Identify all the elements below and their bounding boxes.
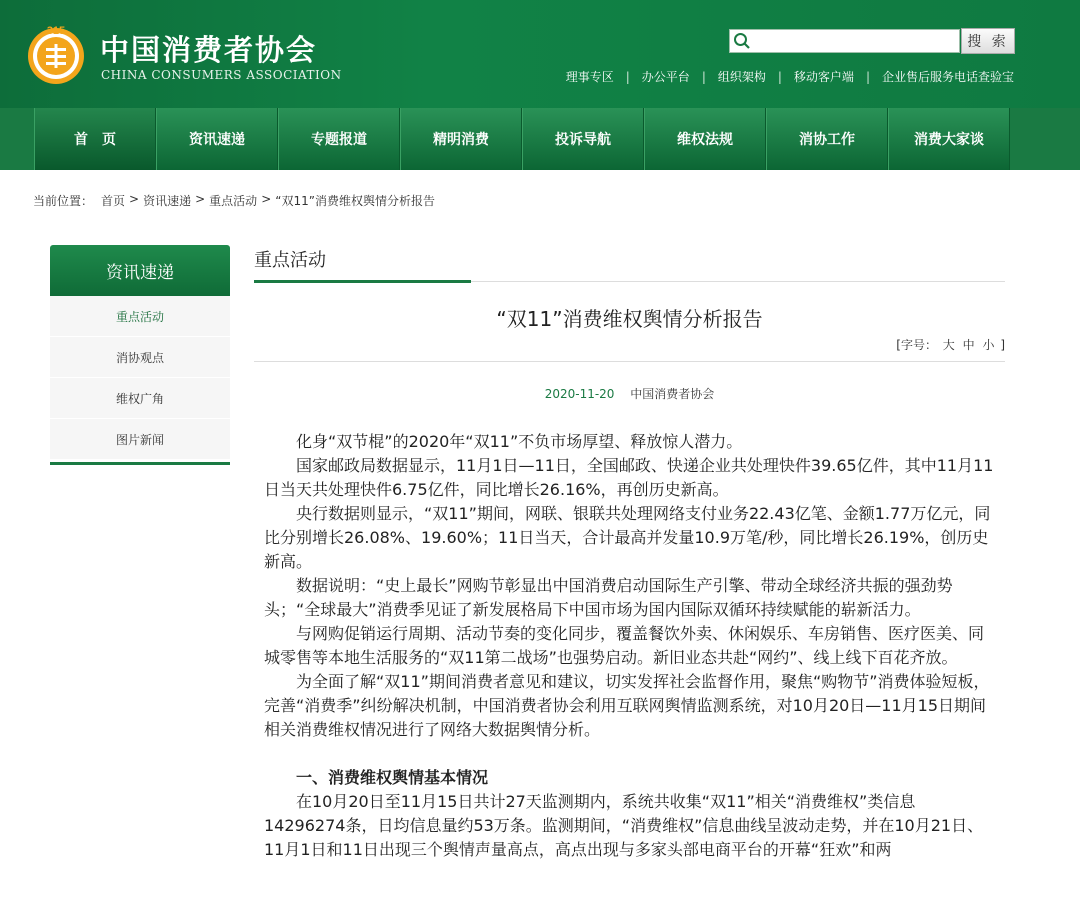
sidebar-item-association-views[interactable]: 消协观点	[50, 337, 230, 378]
nav-item-association-work[interactable]: 消协工作	[766, 108, 888, 170]
article-source: 中国消费者协会	[630, 387, 715, 401]
article-paragraph: 为全面了解“双11”期间消费者意见和建议，切实发挥社会监督作用，聚焦“购物节”消费体验短板，完善“消费季”纠纷解决机制，中国消费者协会利用互联网舆情监测系统，对10月20日—11月15日期间相关消费维权情况进行了网络大数据舆情分析。	[264, 672, 990, 739]
top-link-separator: |	[625, 69, 630, 84]
nav-item-rights-laws[interactable]: 维权法规	[644, 108, 766, 170]
nav-item-smart-consumption[interactable]: 精明消费	[400, 108, 522, 170]
sidebar	[50, 245, 230, 465]
breadcrumb-separator: >	[129, 192, 140, 206]
sidebar-bottom-rule	[50, 462, 230, 465]
font-size-close: ]	[1000, 338, 1005, 352]
top-link-council[interactable]: 理事专区	[565, 70, 614, 84]
search-input[interactable]	[754, 30, 954, 52]
breadcrumb-home[interactable]: 首页	[101, 194, 126, 208]
nav-item-news[interactable]: 资讯速递	[156, 108, 278, 170]
breadcrumb-key-activities[interactable]: 重点活动	[209, 194, 258, 208]
breadcrumb	[33, 192, 435, 209]
article-paragraph: 央行数据则显示，“双11”期间，网联、银联共处理网络支付业务22.43亿笔、金额1.77万亿元，同比分别增长26.08%、19.60%；11日当天，合计最高并发量10.9万笔/秒，同比增长26.19%，创历史新高。	[264, 504, 991, 571]
sidebar-item-key-activities[interactable]: 重点活动	[50, 296, 230, 337]
meta-divider	[254, 361, 1005, 362]
site-header	[0, 0, 1080, 108]
article-date: 2020-11-20	[544, 387, 615, 401]
site-name-english: CHINA CONSUMERS ASSOCIATION	[101, 68, 342, 82]
nav-item-complaint-guide[interactable]: 投诉导航	[522, 108, 644, 170]
sidebar-item-photo-news[interactable]: 图片新闻	[50, 419, 230, 460]
article-paragraph: 化身“双节棍”的2020年“双11”不负市场厚望、释放惊人潜力。	[296, 432, 743, 451]
cca-315-logo-icon[interactable]	[24, 22, 88, 86]
logo-text: 315	[46, 25, 66, 37]
font-size-small[interactable]: 小	[982, 338, 995, 352]
top-link-separator: |	[777, 69, 782, 84]
nav-item-special-reports[interactable]: 专题报道	[278, 108, 400, 170]
top-link-separator: |	[701, 69, 706, 84]
top-link-hotline-check[interactable]: 企业售后服务电话查验宝	[881, 70, 1014, 84]
site-name[interactable]: 中国消费者协会	[100, 33, 318, 67]
top-link-separator: |	[865, 69, 870, 84]
section-divider-accent	[254, 280, 471, 283]
article-paragraph: 数据说明：“史上最长”网购节彰显出中国消费启动国际生产引擎、带动全球经济共振的强劲势头；“全球最大”消费季见证了新发展格局下中国市场为国内国际双循环持续赋能的崭新活力。	[264, 576, 953, 619]
section-heading: 重点活动	[254, 250, 326, 271]
top-link-organization[interactable]: 组织架构	[717, 70, 766, 84]
breadcrumb-prefix: 当前位置：	[33, 194, 94, 208]
breadcrumb-separator: >	[261, 192, 272, 206]
sidebar-item-rights-perspective[interactable]: 维权广角	[50, 378, 230, 419]
article-title: “双11”消费维权舆情分析报告	[496, 307, 763, 331]
nav-item-home[interactable]: 首页	[34, 108, 156, 170]
search-button[interactable]: 搜 索	[961, 28, 1015, 54]
article-body	[264, 430, 994, 862]
breadcrumb-current[interactable]: “双11”消费维权舆情分析报告	[275, 194, 435, 208]
font-size-label: [字号：	[896, 338, 937, 352]
breadcrumb-news[interactable]: 资讯速递	[143, 194, 192, 208]
font-size-large[interactable]: 大	[942, 338, 955, 352]
article-section-heading: 一、消费维权舆情基本情况	[296, 768, 489, 787]
top-links	[566, 68, 1014, 85]
article-meta	[254, 385, 1005, 402]
article-paragraph: 在10月20日至11月15日共计27天监测期内，系统共收集“双11”相关“消费维权”类信息14296274条，日均信息量约53万条。监测期间，“消费维权”信息曲线呈波动走势，并在10月21日、11月1日和11日出现三个舆情声量高点，高点出现与多家头部电商平台的开幕“狂欢”和两	[264, 792, 984, 859]
article-paragraph: 国家邮政局数据显示，11月1日—11日，全国邮政、快递企业共处理快件39.65亿件，其中11月11日当天共处理快件6.75亿件，同比增长26.16%，再创历史新高。	[264, 456, 994, 499]
font-size-switcher	[896, 336, 1005, 353]
breadcrumb-separator: >	[195, 192, 206, 206]
search-icon	[730, 30, 754, 52]
top-link-office[interactable]: 办公平台	[641, 70, 690, 84]
sidebar-title: 资讯速递	[50, 245, 230, 296]
main-nav	[0, 108, 1080, 170]
top-link-mobile[interactable]: 移动客户端	[793, 70, 854, 84]
search-box	[729, 29, 960, 53]
font-size-medium[interactable]: 中	[962, 338, 975, 352]
nav-item-consumer-forum[interactable]: 消费大家谈	[888, 108, 1010, 170]
article-paragraph: 与网购促销运行周期、活动节奏的变化同步，覆盖餐饮外卖、休闲娱乐、车房销售、医疗医美、同城零售等本地生活服务的“双11第二战场”也强势启动。新旧业态共赴“网约”、线上线下百花齐放。	[264, 624, 985, 667]
